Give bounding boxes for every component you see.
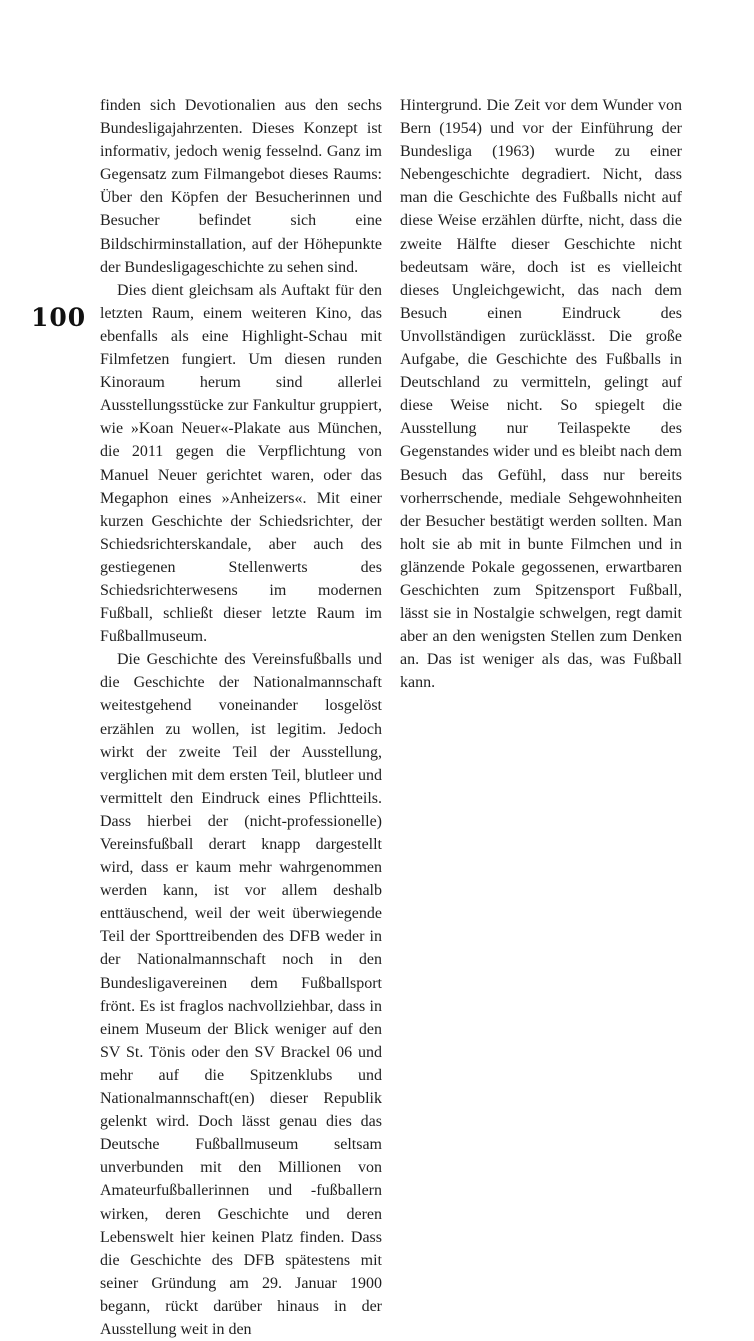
- right-paragraph-1: Hintergrund. Die Zeit vor dem Wunder von Bern (1954) und vor der Einführung der Bundesliga (1963) wurde zu einer Nebengeschichte degradiert. Nicht, dass man die Geschichte des Fußballs nicht auf diese Weise erzählen dürfte, nicht, dass die zweite Hälfte dieser Geschichte nicht bedeutsam wäre, doch ist es vielleicht dieses Ungleichgewicht, das nach dem Besuch einen Eindruck des Unvollständigen zurücklässt. Die große Aufgabe, die Geschichte des Fußballs in Deutschland zu vermitteln, gelingt auf diese Weise nicht. So spiegelt die Ausstellung nur Teilaspekte des Gegenstandes wider und es bleibt nach dem Besuch das Gefühl, dass nur bereits vorherrschende, mediale Sehgewohnheiten der Besucher bestätigt werden sollten. Man holt sie ab mit in bunte Filmchen und in glänzende Pokale gegossenen, erwartbaren Geschichten zum Spitzensport Fußball, lässt sie in Nostalgie schwelgen, regt damit aber an den wenigsten Stellen zum Denken an. Das ist weniger als das, was Fußball kann.: [400, 97, 682, 692]
- right-text-column: [400, 94, 682, 694]
- left-paragraph-3: Die Geschichte des Vereinsfußballs und die Geschichte der Nationalmannschaft weitestgehend voneinander losgelöst erzählen zu wollen, ist legitim. Jedoch wirkt der zweite Teil der Ausstellung, verglichen mit dem ersten Teil, blutleer und vermittelt den Eindruck eines Pflichtteils. Dass hierbei der (nicht-professionelle) Vereinsfußball derart knapp dargestellt wird, dass er kaum mehr wahrgenommen werden kann, ist vor allem deshalb enttäuschend, weil der weit überwiegende Teil der Sporttreibenden des DFB weder in der Nationalmannschaft noch in den Bundesligavereinen dem Fußballsport frönt. Es ist fraglos nachvollziehbar, dass in einem Museum der Blick weniger auf den SV St. Tönis oder den SV Brackel 06 und mehr auf die Spitzenklubs und Nationalmannschaft(en) dieser Republik gelenkt wird. Doch lässt genau dies das Deutsche Fußballmuseum seltsam unverbunden mit den Millionen von Amateurfußballerinnen und -fußballern wirken, deren Geschichte und deren Lebenswelt hier keinen Platz finden. Dass die Geschichte des DFB spätestens mit seiner Gründung am 29. Januar 1900 begann, rückt darüber hinaus in der Ausstellung weit in den: [100, 651, 382, 1338]
- left-paragraph-1: finden sich Devotionalien aus den sechs Bundesligajahrzenten. Dieses Konzept ist informativ, jedoch wenig fesselnd. Ganz im Gegensatz zum Filmangebot dieses Raums: Über den Köpfen der Besucherinnen und Besucher befindet sich eine Bildschirminstallation, auf der Höhepunkte der Bundesligageschichte zu sehen sind.: [100, 97, 382, 276]
- left-text-column: [100, 94, 382, 1341]
- left-paragraph-2: Dies dient gleichsam als Auftakt für den letzten Raum, einem weiteren Kino, das ebenfalls als eine Highlight-Schau mit Filmfetzen fungiert. Um diesen runden Kinoraum herum sind allerlei Ausstellungsstücke zur Fankultur gruppiert, wie »Koan Neuer«-Plakate aus München, die 2011 gegen die Verpflichtung von Manuel Neuer gerichtet waren, oder das Megaphon eines »Anheizers«. Mit einer kurzen Geschichte der Schiedsrichter, der Schiedsrichterskandale, aber auch des gestiegenen Stellenwerts des Schiedsrichterwesens im modernen Fußball, schließt dieser letzte Raum im Fußballmuseum.: [100, 281, 382, 646]
- page-number: 100: [31, 303, 87, 332]
